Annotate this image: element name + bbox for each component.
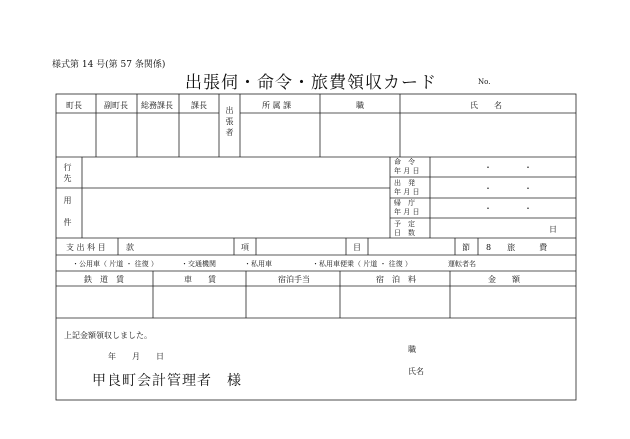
section-label: 所 属 課 [262, 101, 292, 110]
order-date-sep-2: ・ [524, 163, 532, 172]
cost-amount: 金 額 [488, 275, 520, 284]
form-title: 出張伺・命令・旅費領収カード [185, 73, 437, 93]
budget-label: 支 出 科 目 [66, 243, 106, 252]
cost-lodging: 宿 泊 料 [376, 275, 416, 284]
receipt-position-label: 職 [408, 345, 416, 354]
budget-kou: 項 [241, 243, 249, 252]
planned-days-label: 予 定 日 数 [394, 220, 415, 237]
transport-private-shared: ・私用車便乗（ 片道 ・ 往復 ） [312, 260, 412, 268]
destination-label: 行先 [63, 163, 72, 185]
return-date-sep-1: ・ [484, 204, 492, 213]
budget-moku: 目 [353, 243, 361, 252]
return-date-label: 帰 庁 年 月 日 [394, 199, 420, 216]
depart-date-sep-2: ・ [524, 184, 532, 193]
purpose-label: 用件 [63, 196, 72, 240]
receipt-statement: 上記金額領収しました。 [64, 331, 152, 340]
position-label: 職 [356, 101, 364, 110]
approver-mayor: 町長 [66, 101, 82, 110]
form-number-label: No. [478, 78, 491, 86]
return-date-sep-2: ・ [524, 204, 532, 213]
receipt-addressee: 甲良町会計管理者 様 [92, 373, 242, 389]
cost-lodging-allowance: 宿泊手当 [278, 275, 310, 284]
depart-date-label: 出 発 年 月 日 [394, 179, 420, 196]
order-date-sep-1: ・ [484, 163, 492, 172]
receipt-date: 年 月 日 [108, 352, 164, 361]
approver-general-affairs: 総務課長 [141, 101, 173, 110]
traveler-label: 出張者 [225, 106, 234, 139]
name-label: 氏 名 [470, 101, 502, 110]
cost-car: 車 賃 [184, 275, 216, 284]
cost-rail: 鉄 道 賃 [84, 275, 124, 284]
transport-official-car: ・公用車（ 片道 ・ 往復 ） [72, 260, 158, 268]
budget-kan: 款 [126, 243, 134, 252]
depart-date-sep-1: ・ [484, 184, 492, 193]
transport-public: ・交通機関 [181, 260, 216, 268]
form-id: 様式第 14 号(第 57 条関係) [52, 60, 166, 70]
budget-setsu-value: 8 旅 費 [486, 243, 548, 252]
driver-name-label: 運転者名 [448, 260, 476, 268]
budget-setsu: 節 [462, 243, 470, 252]
approver-section-chief: 課長 [191, 101, 207, 110]
approver-deputy-mayor: 副町長 [104, 101, 128, 110]
transport-private-car: ・私用車 [244, 260, 272, 268]
receipt-name-label: 氏名 [408, 367, 424, 376]
order-date-label: 命 令 年 月 日 [394, 158, 420, 175]
day-unit: 日 [549, 225, 557, 234]
